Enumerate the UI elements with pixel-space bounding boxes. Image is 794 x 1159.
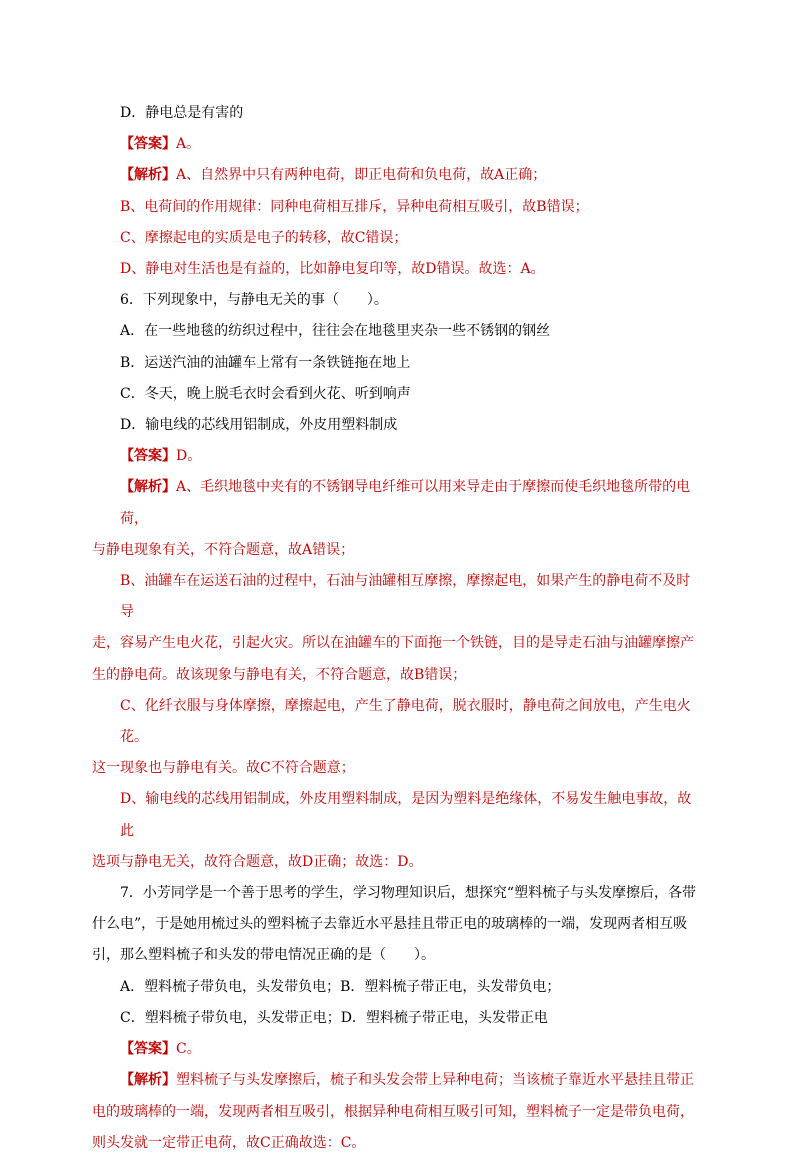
q6-analysis-b <box>92 566 704 691</box>
q7-stem-line-1: 7．小芳同学是一个善于思考的学生，学习物理知识后，想探究“塑料梳子与头发摩擦后，各带 <box>120 885 697 902</box>
q6-answer-text: D。 <box>176 448 202 465</box>
q6-analysis-d-line-1: D、输电线的芯线用铝制成，外皮用塑料制成，是因为塑料是绝缘体，不易发生触电事故，故此 <box>120 791 692 839</box>
answer-tag: 【答案】 <box>120 136 176 153</box>
q5-analysis-3: C、摩擦起电的实质是电子的转移，故C错误； <box>120 229 408 246</box>
q7-analysis-line-3: 则头发就一定带正电荷，故C正确故选：C。 <box>92 1134 366 1151</box>
q7-answer-text: C。 <box>176 1041 201 1058</box>
q5-answer-text: A。 <box>176 136 201 153</box>
q7-options-ab: A．塑料梳子带负电，头发带负电；B．塑料梳子带正电，头发带负电； <box>120 978 561 995</box>
q5-analysis-1 <box>120 160 704 191</box>
q6-analysis-a-line-2: 与静电现象有关，不符合题意，故A错误； <box>92 541 355 558</box>
q6-analysis-b-line-1: B、油罐车在运送石油的过程中，石油与油罐相互摩擦，摩擦起电，如果产生的静电荷不及时导 <box>120 573 691 621</box>
q6-analysis-d <box>92 784 704 878</box>
answer-tag: 【答案】 <box>120 1041 176 1058</box>
q7-stem-line-3: 引，那么塑料梳子和头发的带电情况正确的是（ ）。 <box>92 947 435 964</box>
q7-analysis-line-2: 电的玻璃棒的一端，发现两者相互吸引，根据异种电荷相互吸引可知，塑料梳子一定是带负电荷， <box>92 1103 694 1120</box>
q5-analysis-4: D、静电对生活也是有益的，比如静电复印等，故D错误。故选：A。 <box>120 261 545 278</box>
q6-analysis-a-text-1: A、毛织地毯中夹有的不锈钢导电纤维可以用来导走由于摩擦而使毛织地毯所带的电荷， <box>120 479 691 527</box>
q6-option-c: C．冬天，晚上脱毛衣时会看到火花、听到响声 <box>120 385 411 402</box>
q7-options-cd: C．塑料梳子带负电，头发带正电；D．塑料梳子带正电，头发带正电 <box>120 1009 548 1026</box>
q6-option-d: D．输电线的芯线用铝制成，外皮用塑料制成 <box>120 417 398 434</box>
analysis-tag: 【解析】 <box>120 479 176 496</box>
q6-analysis-b-line-2: 走，容易产生电火花，引起火灾。所以在油罐车的下面拖一个铁链，目的是导走石油与油罐摩擦产 <box>92 635 694 652</box>
q5-analysis-1-text: A、自然界中只有两种电荷，即正电荷和负电荷，故A正确； <box>176 167 547 184</box>
q6-analysis-c <box>92 691 704 785</box>
q6-stem: 6．下列现象中，与静电无关的事（ ）。 <box>120 292 388 309</box>
q6-analysis-d-line-2: 选项与静电无关，故符合题意，故D正确；故选：D。 <box>92 853 423 870</box>
q6-analysis-a <box>92 472 704 566</box>
q6-answer <box>120 441 704 472</box>
q7-stem <box>92 878 704 972</box>
q5-option-d: D．静电总是有害的 <box>120 105 244 121</box>
q6-analysis-c-line-1: C、化纤衣服与身体摩擦，摩擦起电，产生了静电荷，脱衣服时，静电荷之间放电，产生电火花。 <box>120 697 691 746</box>
q6-analysis-c-line-2: 这一现象也与静电有关。故C不符合题意； <box>92 760 355 777</box>
q7-analysis-line-1 <box>120 1065 704 1096</box>
q7-answer <box>120 1034 704 1065</box>
q7-analysis-text-1: 塑料梳子与头发摩擦后，梳子和头发会带上异种电荷；当该梳子靠近水平悬挂且带正 <box>176 1072 694 1089</box>
q5-analysis-2: B、电荷间的作用规律：同种电荷相互排斥，异种电荷相互吸引，故B错误； <box>120 198 589 215</box>
q5-answer <box>120 129 704 160</box>
q6-analysis-a-line-1 <box>120 472 704 534</box>
q6-option-a: A．在一些地毯的纺织过程中，往往会在地毯里夹杂一些不锈钢的钢丝 <box>120 323 551 340</box>
analysis-tag: 【解析】 <box>120 167 176 184</box>
q7-stem-line-2: 什么电”，于是她用梳过头的塑料梳子去靠近水平悬挂且带正电的玻璃棒的一端，发现两者相互吸 <box>92 916 688 933</box>
q6-analysis-b-line-3: 生的静电荷。故该现象与静电有关，不符合题意，故B错误； <box>92 666 467 683</box>
answer-tag: 【答案】 <box>120 448 176 465</box>
analysis-tag: 【解析】 <box>120 1072 176 1089</box>
q7-analysis <box>92 1065 704 1159</box>
q6-option-b: B．运送汽油的油罐车上常有一条铁链拖在地上 <box>120 354 411 371</box>
